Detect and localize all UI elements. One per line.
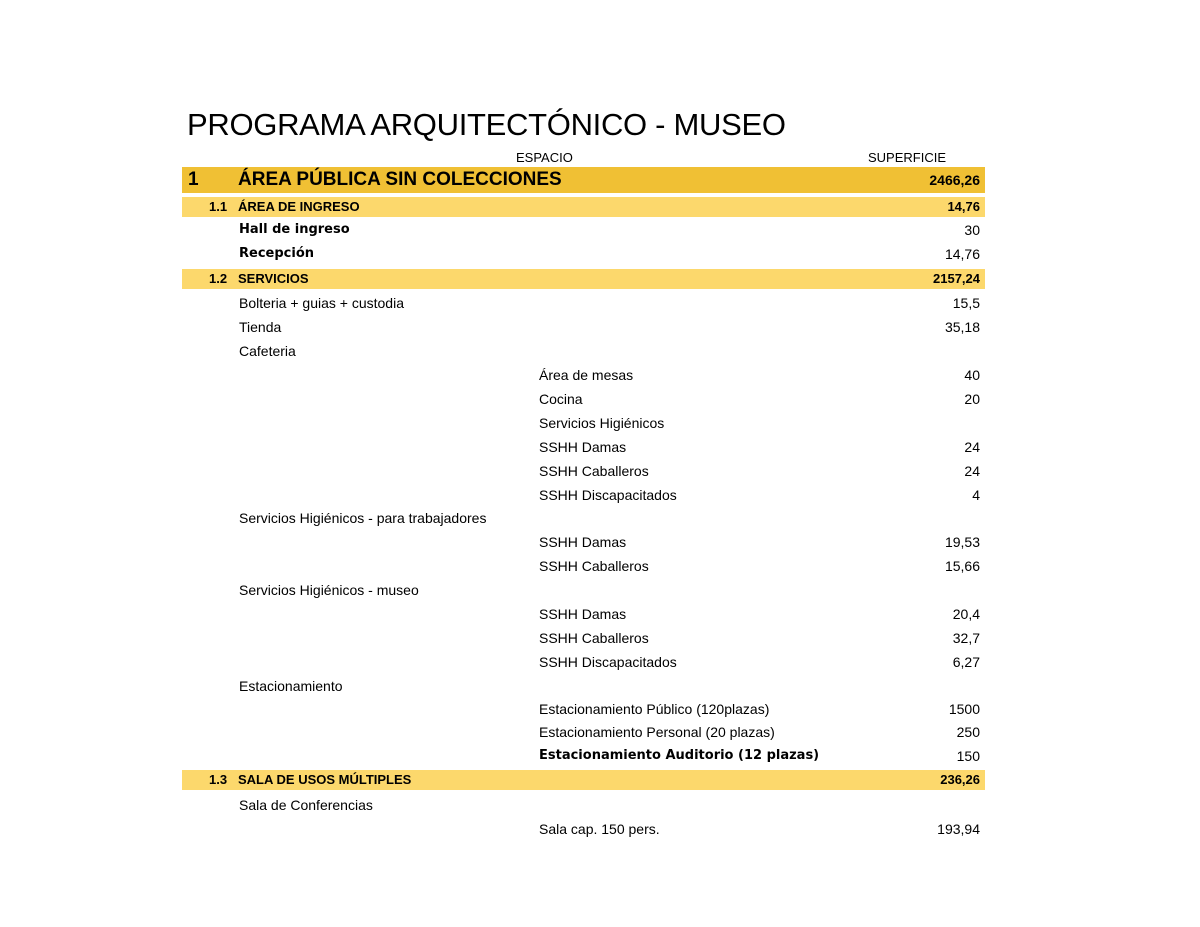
row-value: 35,18: [944, 319, 980, 335]
row-label: Sala de Conferencias: [239, 797, 373, 813]
table-row: [182, 291, 985, 315]
row-label: Estacionamiento Auditorio (12 plazas): [539, 748, 820, 763]
table-row: [182, 793, 985, 817]
row-label: Servicios Higiénicos - para trabajadores: [239, 510, 487, 526]
subsection-label: ÁREA DE INGRESO: [238, 199, 360, 214]
table-row: [182, 483, 985, 507]
table-row: [182, 218, 985, 242]
section-value: 2466,26: [929, 172, 980, 188]
subsection-row: [182, 770, 985, 790]
table-row: [182, 387, 985, 411]
row-value: 1500: [948, 701, 980, 717]
table-row: [182, 578, 985, 602]
row-value: 14,76: [944, 246, 980, 262]
row-value: 15,5: [952, 295, 980, 311]
row-value: 30: [964, 222, 980, 238]
table-row: [182, 626, 985, 650]
table-row: [182, 242, 985, 266]
subsection-value: 14,76: [947, 199, 980, 214]
row-label: SSHH Discapacitados: [539, 654, 677, 670]
row-label: Sala cap. 150 pers.: [539, 821, 660, 837]
page-title: PROGRAMA ARQUITECTÓNICO - MUSEO: [187, 107, 786, 142]
table-row: [182, 435, 985, 459]
table-row: [182, 554, 985, 578]
table-row: [182, 363, 985, 387]
row-value: 32,7: [952, 630, 980, 646]
row-label: SSHH Caballeros: [539, 463, 649, 479]
row-label: SSHH Damas: [539, 534, 627, 550]
subsection-label: SALA DE USOS MÚLTIPLES: [238, 772, 412, 787]
row-value: 24: [964, 439, 980, 455]
table-row: [182, 650, 985, 674]
section-row: [182, 167, 985, 193]
table-row: [182, 744, 985, 768]
row-label: Tienda: [239, 319, 282, 335]
table-row: [182, 530, 985, 554]
table-row: [182, 339, 985, 363]
table-row: [182, 459, 985, 483]
subsection-number: 1.1: [209, 199, 228, 214]
table-row: [182, 506, 985, 530]
row-label: Estacionamiento: [239, 678, 343, 694]
row-value: 15,66: [944, 558, 980, 574]
table-row: [182, 674, 985, 698]
subsection-value: 236,26: [940, 772, 980, 787]
subsection-number: 1.2: [209, 271, 228, 286]
row-label: SSHH Discapacitados: [539, 487, 677, 503]
row-value: 20,4: [952, 606, 980, 622]
row-label: Área de mesas: [539, 367, 634, 383]
subsection-value: 2157,24: [933, 271, 980, 286]
row-value: 250: [956, 724, 980, 740]
row-label: Servicios Higiénicos: [539, 415, 665, 431]
row-value: 193,94: [937, 821, 980, 837]
section-label: ÁREA PÚBLICA SIN COLECCIONES: [238, 169, 562, 190]
row-value: 40: [964, 367, 980, 383]
row-label: Estacionamiento Público (120plazas): [539, 701, 770, 717]
row-label: SSHH Caballeros: [539, 558, 649, 574]
table-row: [182, 720, 985, 744]
row-label: SSHH Damas: [539, 439, 627, 455]
table-row: [182, 817, 985, 841]
table-row: [182, 602, 985, 626]
subsection-row: [182, 269, 985, 289]
section-number: 1: [188, 169, 199, 190]
row-value: 20: [964, 391, 980, 407]
row-label: Servicios Higiénicos - museo: [239, 582, 419, 598]
row-value: 24: [964, 463, 980, 479]
subsection-row: [182, 197, 985, 217]
row-label: SSHH Damas: [539, 606, 627, 622]
table-row: [182, 315, 985, 339]
table-row: [182, 697, 985, 721]
row-value: 150: [956, 748, 980, 764]
column-header-superficie: SUPERFICIE: [868, 150, 947, 165]
row-label: Cocina: [539, 391, 583, 407]
subsection-label: SERVICIOS: [238, 271, 309, 286]
column-header-espacio: ESPACIO: [516, 150, 573, 165]
row-label: Recepción: [239, 246, 315, 261]
row-label: Bolteria + guias + custodia: [239, 295, 404, 311]
row-label: Estacionamiento Personal (20 plazas): [539, 724, 775, 740]
row-value: 6,27: [952, 654, 980, 670]
row-label: Hall de ingreso: [239, 222, 350, 237]
row-value: 19,53: [944, 534, 980, 550]
row-label: Cafeteria: [239, 343, 296, 359]
subsection-number: 1.3: [209, 772, 228, 787]
table-row: [182, 411, 985, 435]
row-value: 4: [972, 487, 980, 503]
row-label: SSHH Caballeros: [539, 630, 649, 646]
